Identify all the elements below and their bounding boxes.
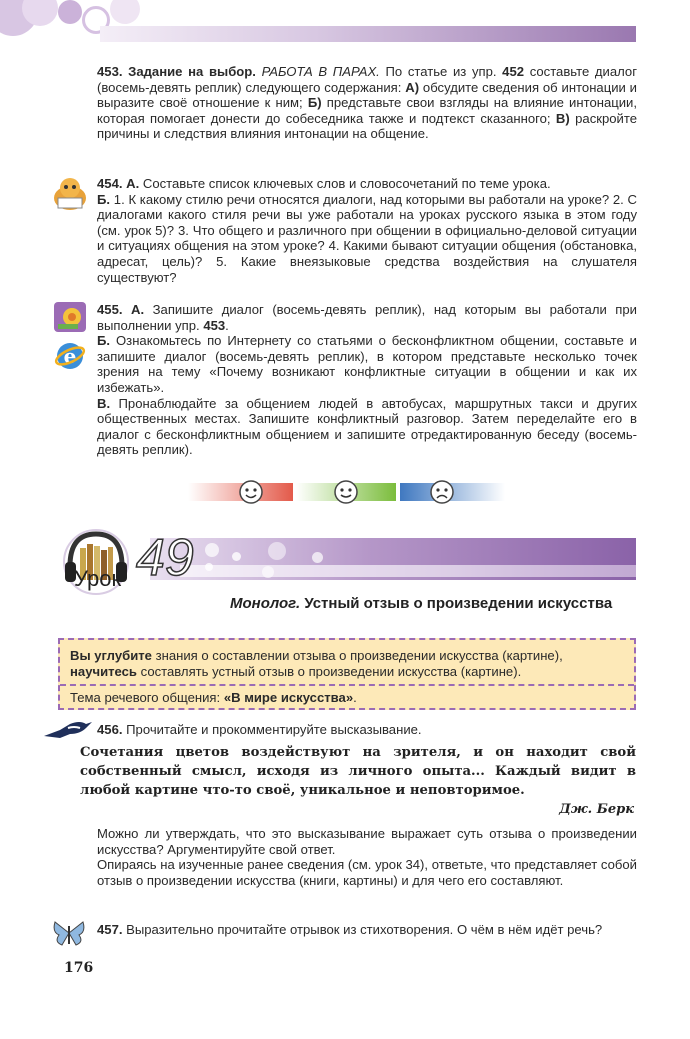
cat-reading-icon (50, 176, 90, 217)
exercise-457: 457. Выразительно прочитайте отрывок из стихотворения. О чём в нём идёт речь? (97, 922, 603, 937)
lesson-word: Урок (74, 566, 122, 591)
snail-icon (52, 300, 88, 339)
quote-author: Дж. Берк (559, 802, 634, 817)
internet-explorer-icon (54, 340, 86, 377)
smiling-face-icon (332, 478, 360, 506)
butterfly-icon (52, 918, 86, 948)
page-number: 176 (64, 960, 94, 976)
exercise-456-task: 456. Прочитайте и прокомментируйте высказывание. (97, 722, 422, 737)
quote: Сочетания цветов воздействуют на зрителя, и он находит свой собственный смысл, исходя из личного опыта... Каждый видит в любой картине что-то своё, уникальное и неповторимое. (80, 745, 636, 798)
exercise-453: 453. Задание на выбор. РАБОТА В ПАРАХ. По статье из упр. 452 составьте диалог (восемь-девять реплик) следующего содержания: А) обсудите сведения об интонации и выразите своё отношение к ним; Б) представьте свои взгляды на влияние интонации, которая помогает донести до собеседника также и подтекст сказанного; В) раскройте причины и следствия влияния интонации на общение. (97, 64, 638, 142)
exercise-454: 454. А. Составьте список ключевых слов и словосочетаний по теме урока. Б. 1. К какому стилю речи относятся диалоги, над которыми вы работали на уроке? 2. С диалогами какого стиля речи вы уже работали на уроках русского языка в этом году (см. урок 5)? 3. Что общего и различного при общении в официально-деловой ситуации и ситуациях общения на этом уроке? 4. Какими бывают ситуации общения (обстановка, адресат, цель)? 5. Какие внеязыковые средства воздействия на слушателя существуют? (97, 176, 637, 285)
sad-face-icon (428, 478, 456, 506)
exercise-456-questions: Можно ли утверждать, что это высказывание выражает суть отзыва о произведении искусства? Аргументируйте свой ответ. Опираясь на изученные ранее сведения (см. урок 34), ответьте, что представляет собой отзыв о произведении искусства (книги, картины) и для чего его составляют. (97, 826, 637, 888)
svg-text:e: e (63, 344, 77, 368)
happy-face-icon (237, 478, 265, 506)
magpie-bird-icon (40, 716, 94, 742)
lesson-goals-box: Вы углубите знания о составлении отзыва о произведении искусства (картине), научитесь составлять устный отзыв о произведении искусства (картине). Тема речевого общения: «В мире искусства». (58, 638, 636, 710)
exercise-455: 455. А. Запишите диалог (восемь-девять реплик), над которым вы работали при выполнении упр. 453. Б. Ознакомьтесь по Интернету со статьями о бесконфликтном общении, составьте и запишите диалог (восемь-девять реплик), в котором представьте несколько точек зрения на тему «Почему возникают конфликтные ситуации в общении и как их избежать». В. Пронаблюдайте за общением людей в автобусах, маршрутных такси и других общественных местах. Запишите конфликтный разговор. Затем переделайте его в диалог с бесконфликтным общением и запишите отредактированную беседу (восемь-девять реплик). (97, 302, 638, 458)
lesson-title: Монолог. Устный отзыв о произведении искусства (230, 595, 613, 612)
lesson-number: 49 (136, 529, 194, 587)
